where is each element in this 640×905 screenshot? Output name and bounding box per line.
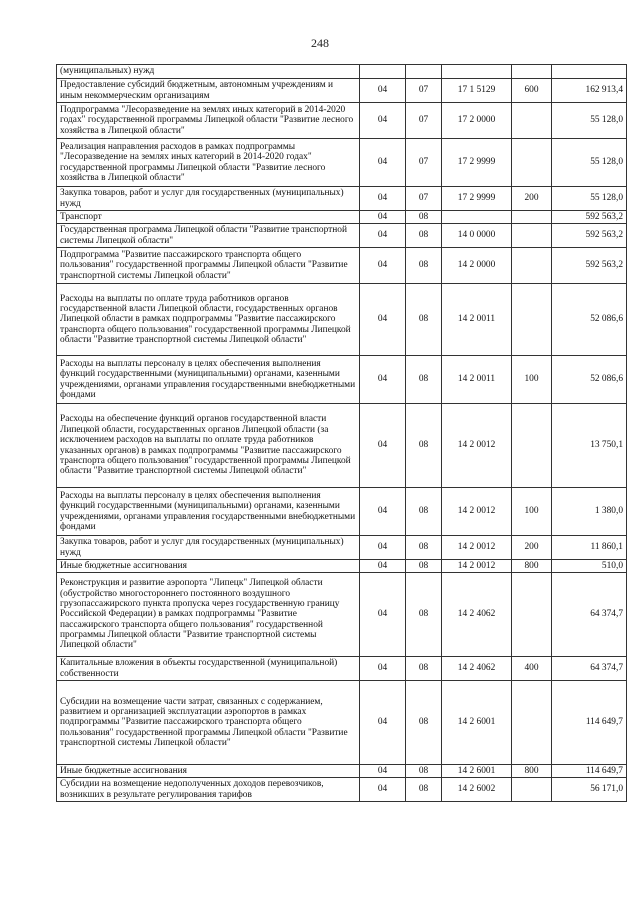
row-section: 08	[406, 560, 442, 573]
table-row	[57, 139, 627, 187]
page-number: 248	[311, 36, 329, 50]
row-sum: 55 128,0	[552, 187, 627, 211]
table-row	[57, 224, 627, 248]
table-row	[57, 488, 627, 536]
row-name: Реализация направления расходов в рамках подпрограммы "Лесоразведение на землях иных категорий в 2014-2020 годах" государственной программы Липецкой области "Развитие лесного хозяйства в Липецкой области"	[57, 139, 360, 187]
row-section: 07	[406, 103, 442, 139]
row-name: Подпрограмма "Развитие пассажирского транспорта общего пользования" государственной программы Липецкой области "Развитие транспортной системы Липецкой области"	[57, 248, 360, 284]
row-type	[512, 211, 552, 224]
table-row	[57, 404, 627, 488]
row-type	[512, 681, 552, 765]
row-section: 07	[406, 187, 442, 211]
table-row	[57, 657, 627, 681]
row-sum: 11 860,1	[552, 536, 627, 560]
table-row	[57, 211, 627, 224]
row-name: Расходы на обеспечение функций органов государственной власти Липецкой области, государственных органов Липецкой области (за исключением расходов на выплаты по оплате труда работников указанных органов) в рамках подпрограммы "Развитие пассажирского транспорта общего пользования" государственной программы Липецкой области "Развитие транспортной системы Липецкой области"	[57, 404, 360, 488]
row-target: 14 2 0012	[442, 488, 512, 536]
row-name: Реконструкция и развитие аэропорта "Липецк" Липецкой области (обустройство многостороннего постоянного воздушного грузопассажирского пункта пропуска через государственную границу Российской Федерации) в рамках подпрограммы "Развитие пассажирского транспорта общего пользования" государственной программы Липецкой области "Развитие транспортной системы Липецкой области"	[57, 573, 360, 657]
row-target: 14 2 4062	[442, 573, 512, 657]
row-ministry: 04	[360, 536, 406, 560]
row-name: Расходы на выплаты по оплате труда работников органов государственной власти Липецкой области, государственных органов Липецкой области в рамках подпрограммы "Развитие пассажирского транспорта общего пользования" государственной программы Липецкой области "Развитие транспортной системы Липецкой области"	[57, 284, 360, 356]
row-ministry: 04	[360, 224, 406, 248]
row-section: 08	[406, 211, 442, 224]
row-type	[512, 248, 552, 284]
row-type	[512, 404, 552, 488]
table-row	[57, 187, 627, 211]
row-name: Предоставление субсидий бюджетным, автономным учреждениям и иным некоммерческим организациям	[57, 79, 360, 103]
budget-table	[56, 64, 627, 802]
row-target: 14 0 0000	[442, 224, 512, 248]
row-ministry: 04	[360, 778, 406, 802]
row-ministry: 04	[360, 573, 406, 657]
row-type: 800	[512, 560, 552, 573]
row-ministry: 04	[360, 488, 406, 536]
row-name: Подпрограмма "Лесоразведение на землях иных категорий в 2014-2020 годах" государственной программы Липецкой области "Развитие лесного хозяйства в Липецкой области"	[57, 103, 360, 139]
row-target: 17 2 9999	[442, 187, 512, 211]
row-sum: 13 750,1	[552, 404, 627, 488]
row-type: 200	[512, 187, 552, 211]
row-name: Государственная программа Липецкой области "Развитие транспортной системы Липецкой области"	[57, 224, 360, 248]
table-row	[57, 778, 627, 802]
row-name: Закупка товаров, работ и услуг для государственных (муниципальных) нужд	[57, 187, 360, 211]
row-sum: 55 128,0	[552, 103, 627, 139]
row-target	[442, 65, 512, 79]
table-row	[57, 681, 627, 765]
row-target: 14 2 0000	[442, 248, 512, 284]
row-ministry	[360, 65, 406, 79]
row-type	[512, 778, 552, 802]
row-target: 17 1 5129	[442, 79, 512, 103]
row-type	[512, 103, 552, 139]
row-target: 14 2 6001	[442, 681, 512, 765]
row-target: 14 2 6001	[442, 765, 512, 778]
row-sum: 64 374,7	[552, 657, 627, 681]
row-section: 08	[406, 681, 442, 765]
row-section: 08	[406, 488, 442, 536]
row-type	[512, 139, 552, 187]
table-row	[57, 356, 627, 404]
row-ministry: 04	[360, 248, 406, 284]
row-sum: 64 374,7	[552, 573, 627, 657]
row-target: 14 2 0012	[442, 560, 512, 573]
row-section: 08	[406, 573, 442, 657]
row-section: 08	[406, 356, 442, 404]
table-row	[57, 536, 627, 560]
row-ministry: 04	[360, 103, 406, 139]
row-target: 14 2 0012	[442, 404, 512, 488]
row-type: 800	[512, 765, 552, 778]
row-name: Транспорт	[57, 211, 360, 224]
row-name: Иные бюджетные ассигнования	[57, 560, 360, 573]
row-target: 17 2 0000	[442, 103, 512, 139]
row-sum: 52 086,6	[552, 356, 627, 404]
row-section: 08	[406, 224, 442, 248]
row-sum: 52 086,6	[552, 284, 627, 356]
row-ministry: 04	[360, 765, 406, 778]
row-sum: 114 649,7	[552, 765, 627, 778]
row-name: (муниципальных) нужд	[57, 65, 360, 79]
row-type	[512, 65, 552, 79]
row-type	[512, 573, 552, 657]
row-target: 14 2 4062	[442, 657, 512, 681]
table-row	[57, 103, 627, 139]
row-name: Субсидии на возмещение части затрат, связанных с содержанием, развитием и организацией эксплуатации аэропортов в рамках подпрограммы "Развитие пассажирского транспорта общего пользования" государственной программы Липецкой области "Развитие транспортной системы Липецкой области"	[57, 681, 360, 765]
row-type: 200	[512, 536, 552, 560]
row-target: 17 2 9999	[442, 139, 512, 187]
row-section: 08	[406, 404, 442, 488]
row-section: 07	[406, 79, 442, 103]
row-name: Расходы на выплаты персоналу в целях обеспечения выполнения функций государственными (муниципальными) органами, казенными учреждениями, органами управления государственными внебюджетными фондами	[57, 488, 360, 536]
row-target: 14 2 6002	[442, 778, 512, 802]
row-ministry: 04	[360, 404, 406, 488]
row-section: 08	[406, 765, 442, 778]
row-ministry: 04	[360, 560, 406, 573]
row-section: 07	[406, 139, 442, 187]
row-ministry: 04	[360, 187, 406, 211]
row-section: 08	[406, 657, 442, 681]
row-sum: 162 913,4	[552, 79, 627, 103]
row-section: 08	[406, 778, 442, 802]
row-sum: 56 171,0	[552, 778, 627, 802]
row-section: 08	[406, 536, 442, 560]
row-type: 400	[512, 657, 552, 681]
row-sum: 592 563,2	[552, 224, 627, 248]
row-target	[442, 211, 512, 224]
row-type	[512, 284, 552, 356]
row-sum: 55 128,0	[552, 139, 627, 187]
row-type: 600	[512, 79, 552, 103]
row-name: Иные бюджетные ассигнования	[57, 765, 360, 778]
row-sum: 114 649,7	[552, 681, 627, 765]
row-section: 08	[406, 248, 442, 284]
row-ministry: 04	[360, 79, 406, 103]
table-row	[57, 765, 627, 778]
row-target: 14 2 0011	[442, 356, 512, 404]
table-row	[57, 560, 627, 573]
row-section	[406, 65, 442, 79]
row-ministry: 04	[360, 139, 406, 187]
row-sum: 510,0	[552, 560, 627, 573]
row-target: 14 2 0011	[442, 284, 512, 356]
table-row	[57, 284, 627, 356]
row-target: 14 2 0012	[442, 536, 512, 560]
table-row	[57, 573, 627, 657]
row-ministry: 04	[360, 284, 406, 356]
row-section: 08	[406, 284, 442, 356]
row-sum: 592 563,2	[552, 248, 627, 284]
row-type: 100	[512, 356, 552, 404]
row-sum: 1 380,0	[552, 488, 627, 536]
row-ministry: 04	[360, 356, 406, 404]
row-name: Капитальные вложения в объекты государственной (муниципальной) собственности	[57, 657, 360, 681]
row-name: Закупка товаров, работ и услуг для государственных (муниципальных) нужд	[57, 536, 360, 560]
row-ministry: 04	[360, 657, 406, 681]
row-sum	[552, 65, 627, 79]
row-ministry: 04	[360, 211, 406, 224]
row-name: Субсидии на возмещение недополученных доходов перевозчиков, возникших в результате регулирования тарифов	[57, 778, 360, 802]
table-row	[57, 248, 627, 284]
row-sum: 592 563,2	[552, 211, 627, 224]
row-name: Расходы на выплаты персоналу в целях обеспечения выполнения функций государственными (муниципальными) органами, казенными учреждениями, органами управления государственными внебюджетными фондами	[57, 356, 360, 404]
row-type: 100	[512, 488, 552, 536]
table-row	[57, 65, 627, 79]
table-row	[57, 79, 627, 103]
row-type	[512, 224, 552, 248]
row-ministry: 04	[360, 681, 406, 765]
